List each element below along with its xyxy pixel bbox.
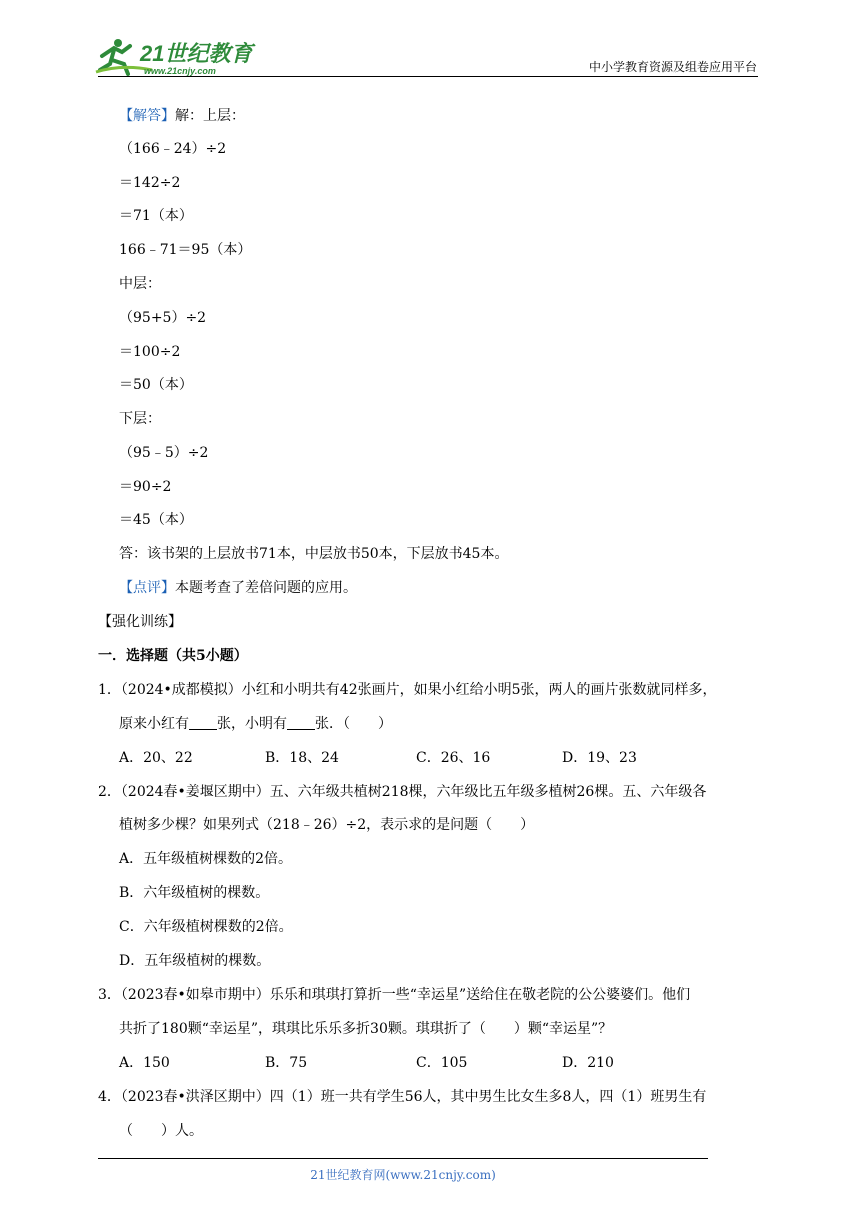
header-divider: [98, 76, 758, 77]
question-text: 张，小明有: [217, 716, 287, 732]
option-a: A．20、22: [119, 750, 193, 766]
header-title: 中小学教育资源及组卷应用平台: [588, 60, 757, 74]
question-1-line2: [119, 715, 392, 733]
footer-divider: [98, 1158, 708, 1159]
option-c: C．26、16: [416, 750, 491, 766]
question-number: 3．: [98, 987, 121, 1003]
solution-line: ＝45（本）: [119, 512, 193, 528]
comment-line: [119, 579, 357, 597]
logo: [92, 34, 262, 78]
choice-section-heading: 一．选择题（共5小题）: [98, 648, 248, 664]
solution-intro: 解：上层：: [175, 108, 245, 124]
question-text: 原来小红有: [119, 716, 189, 732]
solution-line: ＝142÷2: [119, 175, 181, 191]
logo-url: www.21cnjy.com: [144, 66, 216, 76]
question-number: 1．: [98, 682, 121, 698]
question-4: [98, 1088, 706, 1106]
logo-text: 21世纪教育: [140, 41, 253, 66]
solution-line: （166﹣24）÷2: [119, 141, 227, 157]
option-b: B．75: [265, 1055, 308, 1071]
option-d: D．19、23: [562, 750, 637, 766]
option-d: D．五年级植树的棵数。: [119, 953, 271, 969]
answer-blank: [287, 715, 315, 730]
option-a: A．150: [119, 1055, 170, 1071]
comment-text: 本题考查了差倍问题的应用。: [175, 580, 357, 596]
question-4-line2: （ ）人。: [119, 1123, 203, 1139]
question-text: （2024•成都模拟）小红和小明共有42张画片，如果小红给小明5张，两人的画片张数就同样多，: [120, 682, 717, 698]
solution-answer: 答：该书架的上层放书71本，中层放书50本，下层放书45本。: [119, 546, 509, 562]
question-3-line2: 共折了180颗“幸运星”，琪琪比乐乐多折30颗。琪琪折了（ ）颗“幸运星”？: [119, 1021, 613, 1037]
solution-line: 下层：: [119, 411, 161, 427]
question-text: 张．（ ）: [315, 716, 392, 732]
question-text: （2023春•如皋市期中）乐乐和琪琪打算折一些“幸运星”送给住在敬老院的公公婆婆们。他们: [120, 987, 691, 1003]
solution-intro-line: [119, 107, 245, 125]
answer-tag: 【解答】: [119, 108, 175, 124]
option-b: B．18、24: [265, 750, 339, 766]
solution-line: ＝90÷2: [119, 479, 172, 495]
comment-tag: 【点评】: [119, 580, 175, 596]
question-1: [98, 681, 717, 699]
question-2: [98, 783, 706, 801]
question-number: 4．: [98, 1089, 121, 1105]
option-c: C．六年级植树棵数的2倍。: [119, 919, 293, 935]
question-2-line2: 植树多少棵？如果列式（218﹣26）÷2，表示求的是问题（ ）: [119, 817, 535, 833]
solution-line: ＝50（本）: [119, 377, 193, 393]
option-d: D．210: [562, 1055, 614, 1071]
answer-blank: [189, 715, 217, 730]
question-number: 2．: [98, 784, 121, 800]
question-3: [98, 986, 690, 1004]
solution-line: 166﹣71＝95（本）: [119, 242, 252, 258]
option-a: A．五年级植树棵数的2倍。: [119, 851, 293, 867]
question-text: （2023春•洪泽区期中）四（1）班一共有学生56人，其中男生比女生多8人，四（1）班男生有: [120, 1089, 707, 1105]
solution-line: ＝71（本）: [119, 208, 193, 224]
option-b: B．六年级植树的棵数。: [119, 885, 270, 901]
question-text: （2024春•姜堰区期中）五、六年级共植树218棵，六年级比五年级多植树26棵。五、六年级各: [120, 784, 707, 800]
solution-line: 中层：: [119, 276, 161, 292]
solution-line: （95﹣5）÷2: [119, 445, 209, 461]
footer-link[interactable]: 21世纪教育网(www.21cnjy.com): [310, 1168, 496, 1182]
solution-line: （95+5）÷2: [119, 310, 207, 326]
option-c: C．105: [416, 1055, 468, 1071]
training-heading: 【强化训练】: [98, 614, 182, 630]
solution-line: ＝100÷2: [119, 344, 181, 360]
